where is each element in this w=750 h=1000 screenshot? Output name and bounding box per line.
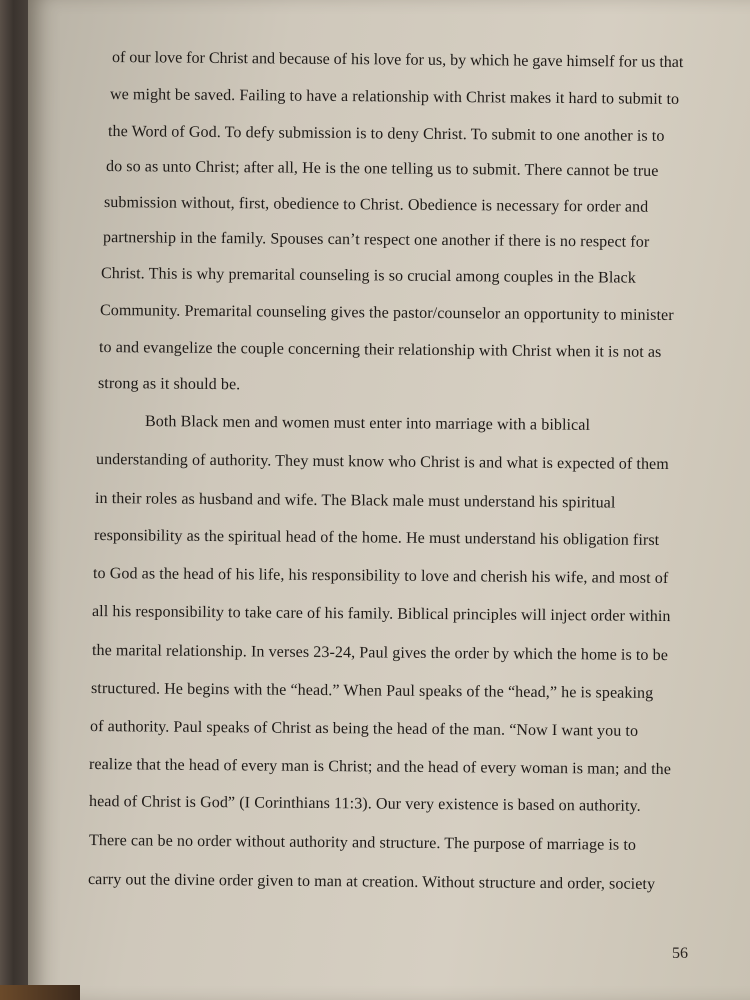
text-line: Christ. This is why premarital counseling is so crucial among couples in the Black [100,265,636,287]
text-line: do so as unto Christ; after all, He is the one telling us to submit. There cannot be true [105,158,659,180]
text-line: we might be saved. Failing to have a relationship with Christ makes it hard to submit to [109,86,680,108]
text-line: There can be no order without authority and structure. The purpose of marriage is to [88,832,637,854]
text-line: the Word of God. To defy submission is to deny Christ. To submit to one another is to [107,123,665,145]
text-line: Community. Premarital counseling gives the pastor/counselor an opportunity to minister [99,302,674,325]
text-line: structured. He begins with the “head.” When Paul speaks of the “head,” he is speaking [90,680,654,702]
text-line: in their roles as husband and wife. The Black male must understand his spiritual [94,490,616,512]
text-line: Both Black men and women must enter into marriage with a biblical [144,413,591,434]
page-number: 56 [672,945,688,962]
text-line: the marital relationship. In verses 23-24, Paul gives the order by which the home is to be [91,642,669,665]
text-line: strong as it should be. [97,375,241,394]
text-line: of our love for Christ and because of his love for us, by which he gave himself for us that [111,49,684,71]
text-line: all his responsibility to take care of his family. Biblical principles will inject order within [91,603,671,626]
text-line: head of Christ is God” (I Corinthians 11:3). Our very existence is based on authority. [88,793,641,815]
text-line: partnership in the family. Spouses can’t respect one another if there is no respect for [102,229,650,251]
text-line: to and evangelize the couple concerning their relationship with Christ when it is not as [98,339,662,361]
text-line: to God as the head of his life, his responsibility to love and cherish his wife, and most of [92,565,669,588]
text-line: carry out the divine order given to man at creation. Without structure and order, society [87,871,656,893]
text-line: responsibility as the spiritual head of the home. He must understand his obligation first [93,527,660,549]
table-edge [0,985,80,1000]
text-line: understanding of authority. They must know who Christ is and what is expected of them [95,451,669,473]
text-line: of authority. Paul speaks of Christ as being the head of the man. “Now I want you to [89,718,639,740]
text-line: realize that the head of every man is Christ; and the head of every woman is man; and the [88,756,672,779]
text-line: submission without, first, obedience to Christ. Obedience is necessary for order and [103,194,649,216]
